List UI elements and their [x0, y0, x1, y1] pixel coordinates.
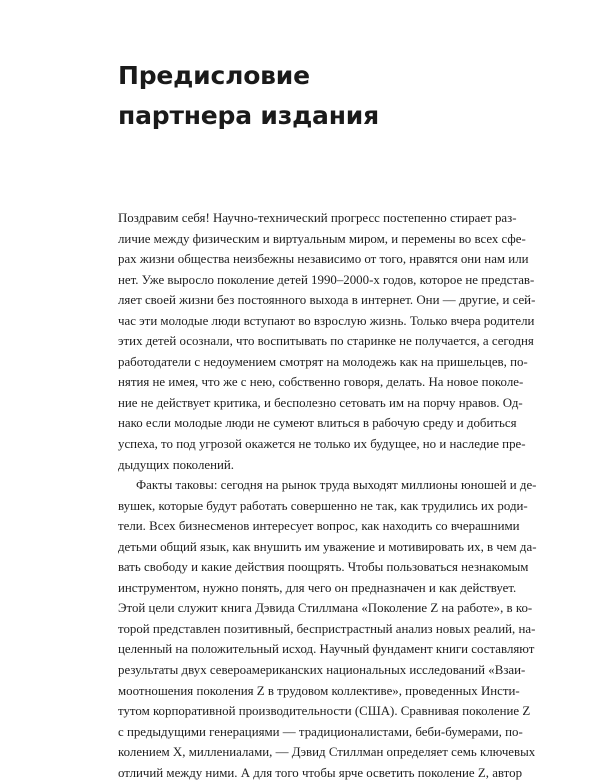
- text-line: тели. Всех бизнесменов интересует вопрос, как находить со вчерашними: [118, 519, 520, 534]
- chapter-heading: [118, 56, 379, 136]
- text-line: торой представлен позитивный, беспристрастный анализ новых реалий, на-: [118, 621, 536, 636]
- text-line: целенный на положительный исход. Научный фундамент книги составляют: [118, 642, 535, 657]
- text-line: успеха, то под угрозой окажется не только их будущее, но и наследие пре-: [118, 437, 526, 452]
- text-line: рах жизни общества неизбежны независимо от того, нравятся они нам или: [118, 252, 529, 267]
- text-line: этих детей осознали, что воспитывать по старинке не получается, а сегодня: [118, 334, 534, 349]
- chapter-heading-line-2: партнера издания: [118, 101, 379, 130]
- text-line: с предыдущими генерациями — традиционалистами, беби-бумерами, по-: [118, 724, 523, 739]
- text-line: инструментом, нужно понять, для чего он предназначен и как действует.: [118, 580, 517, 595]
- text-line: личие между физическим и виртуальным миром, и перемены во всех сфе-: [118, 231, 526, 246]
- text-line: колением X, миллениалами, — Дэвид Стиллман определяет семь ключевых: [118, 745, 536, 760]
- text-line: детьми общий язык, как внушить им уважение и мотивировать их, в чем да-: [118, 539, 537, 554]
- text-line: ние не действует критика, и бесполезно сетовать им на порчу нравов. Од-: [118, 395, 523, 410]
- body-text: [118, 208, 537, 783]
- text-line: работодатели с недоумением смотрят на молодежь как на пришельцев, по-: [118, 354, 528, 369]
- text-line: Факты таковы: сегодня на рынок труда выходят миллионы юношей и де-: [136, 478, 537, 493]
- text-line: нако если молодые люди не сумеют влиться в рабочую среду и добиться: [118, 416, 517, 431]
- text-line: час эти молодые люди вступают во взрослую жизнь. Только вчера родители: [118, 313, 535, 328]
- paragraph: [118, 475, 537, 783]
- text-line: Поздравим себя! Научно-технический прогресс постепенно стирает раз-: [118, 211, 517, 225]
- text-line: ляет своей жизни без постоянного выхода в интернет. Они — другие, и сей-: [118, 293, 536, 308]
- text-line: нет. Уже выросло поколение детей 1990–2000-х годов, которое не представ-: [118, 272, 535, 287]
- text-line: вушек, которые будут работать совершенно не так, как трудились их роди-: [118, 498, 528, 513]
- text-line: отличий между ними. А для того чтобы ярче осветить поколение Z, автор: [118, 765, 523, 780]
- text-line: тутом корпоративной производительности (США). Сравнивая поколение Z: [118, 704, 531, 719]
- text-line: моотношения поколения Z в трудовом коллективе», проведенных Инсти-: [118, 683, 520, 698]
- text-line: нятия не имея, что же с нею, собственно говоря, делать. На новое поколе-: [118, 375, 524, 390]
- text-line: дыдущих поколений.: [118, 457, 235, 472]
- text-line: Этой цели служит книга Дэвида Стиллмана «Поколение Z на работе», в ко-: [118, 601, 533, 616]
- chapter-heading-line-1: Предисловие: [118, 61, 310, 90]
- text-line: вать свободу и какие действия поощрять. Чтобы пользоваться незнакомым: [118, 560, 529, 575]
- text-line: результаты двух североамериканских национальных исследований «Взаи-: [118, 663, 526, 678]
- paragraph: [118, 208, 536, 475]
